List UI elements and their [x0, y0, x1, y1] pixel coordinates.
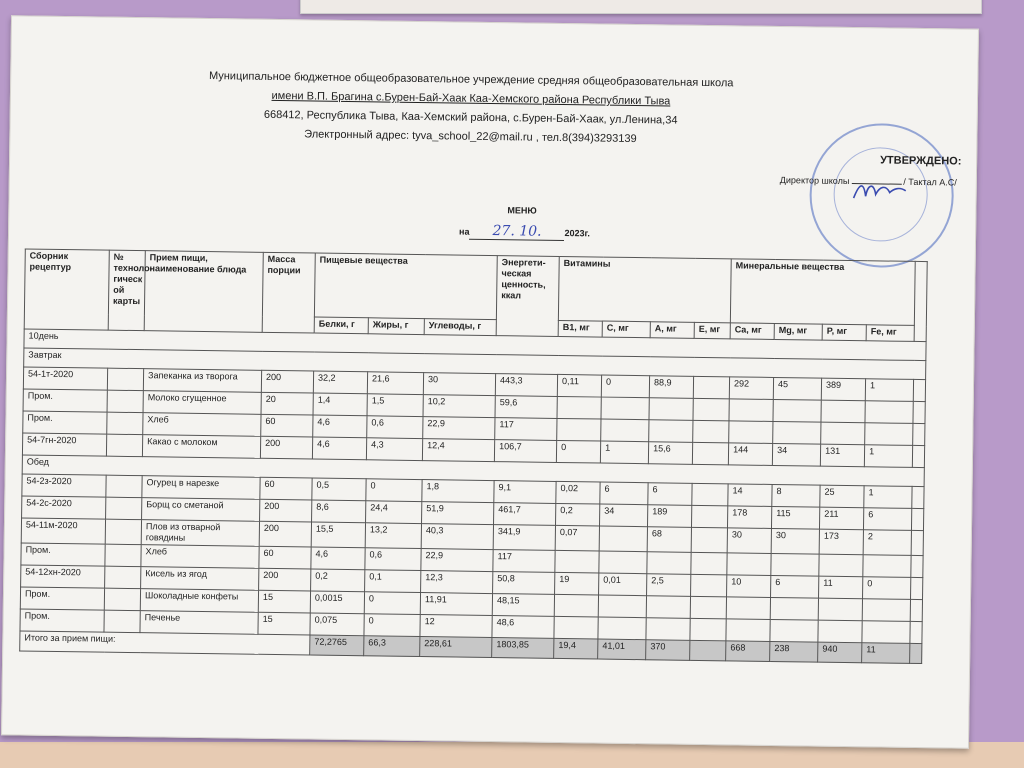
- menu-table: [19, 248, 928, 664]
- sub-ca: Ca, мг: [730, 323, 774, 340]
- table-row: Пром. Хлеб 60 4,6 0,6 22,9 117: [23, 411, 925, 446]
- sub-carbs: Углеводы, г: [424, 319, 496, 336]
- col-meal: Прием пищи, наименование блюда: [144, 251, 263, 333]
- table-row: 54-7гн-2020 Какао с молоком 200 4,6 4,3 12,4 106,7 0 1 15,6 144 34 131 1: [22, 433, 924, 468]
- day-label: 10день: [24, 329, 926, 361]
- sub-e: Е, мг: [694, 322, 730, 339]
- header-line-4: Электронный адрес: tyva_school_22@mail.ru , тел.8(394)3293139: [304, 128, 637, 146]
- section-breakfast: Завтрак: [24, 348, 926, 380]
- total-row: Итого за прием пищи: 72,2765 66,3 228,61 1803,85 19,4 41,01 370 668 238 940 11: [20, 631, 922, 664]
- col-vitamins: Витамины: [558, 256, 731, 322]
- col-energy: Энергети-ческая ценность, ккал: [496, 256, 559, 337]
- sub-c: С, мг: [602, 321, 650, 338]
- school-header: [160, 66, 781, 151]
- col-minerals: Минеральные вещества: [730, 259, 915, 326]
- date-suffix: 2023г.: [564, 228, 590, 239]
- sub-fe: Fe, мг: [866, 325, 914, 342]
- table-row: 54-2з-2020 Огурец в нарезке 60 0,5 0 1,8 9,1 0,02 6 6 14 8 25 1: [22, 474, 924, 509]
- director-label: Директор школы: [779, 175, 850, 186]
- table-row: 54-1т-2020 Запеканка из творога 200 32,2 21,6 30 443,3 0,11 0 88,9 292 45 389 1: [23, 367, 925, 402]
- table-row: 54-12хн-2020 Кисель из ягод 200 0,2 0,1 12,3 50,8 19 0,01 2,5 10 6 11 0: [21, 565, 923, 600]
- col-nutrients: Пищевые вещества: [314, 253, 497, 320]
- date-prefix: на: [459, 226, 470, 237]
- total-label: Итого за прием пищи:: [20, 631, 310, 655]
- date-value: 27. 10.: [469, 223, 564, 241]
- col-mass: Масса порции: [262, 252, 315, 333]
- menu-document: [1, 15, 979, 748]
- sub-mg: Mg, мг: [774, 323, 822, 340]
- table-row: Пром. Молоко сгущенное 20 1,4 1,5 10,2 59,6: [23, 389, 925, 424]
- col-card: № техноло-гическ ой карты: [108, 250, 145, 330]
- sub-protein: Белки, г: [314, 317, 368, 334]
- menu-title: МЕНЮ: [507, 205, 537, 216]
- sub-b1: В1, мг: [558, 320, 602, 337]
- header-line-2: имени В.П. Брагина с.Бурен-Бай-Хаак Каа-Хемского района Республики Тыва: [271, 89, 671, 108]
- sub-p: P, мг: [822, 324, 866, 341]
- approval-director-line: [780, 175, 957, 187]
- sub-a: А, мг: [650, 322, 694, 339]
- table-row: Пром. Шоколадные конфеты 15 0,0015 0 11,91 48,15: [20, 587, 922, 622]
- header-line-3: 668412, Республика Тыва, Каа-Хемский района, с.Бурен-Бай-Хаак, ул.Ленина,34: [263, 108, 678, 127]
- col-collection: Сборник рецептур: [24, 249, 109, 330]
- section-lunch: Обед: [22, 455, 924, 487]
- approval-title: УТВЕРЖДЕНО:: [880, 154, 962, 168]
- background-sheet: [300, 0, 982, 14]
- sub-fat: Жиры, г: [368, 318, 424, 335]
- table-row: 54-11м-2020 Плов из отварной говядины 200 15,5 13,2 40,3 341,9 0,07 68 30 30 173 2: [21, 518, 923, 556]
- menu-date: [459, 223, 590, 242]
- table-row: 54-2с-2020 Борщ со сметаной 200 8,6 24,4 51,9 461,7 0,2 34 189 178 115 211 6: [22, 496, 924, 531]
- table-row: Пром. Хлеб 60 4,6 0,6 22,9 117: [21, 543, 923, 578]
- table-row: Пром. Печенье 15 0,075 0 12 48,6: [20, 609, 922, 644]
- header-line-1: Муниципальное бюджетное общеобразовательное учреждение средняя общеобразовательная школа: [208, 70, 734, 90]
- director-name: / Тактал А.С/: [903, 176, 957, 188]
